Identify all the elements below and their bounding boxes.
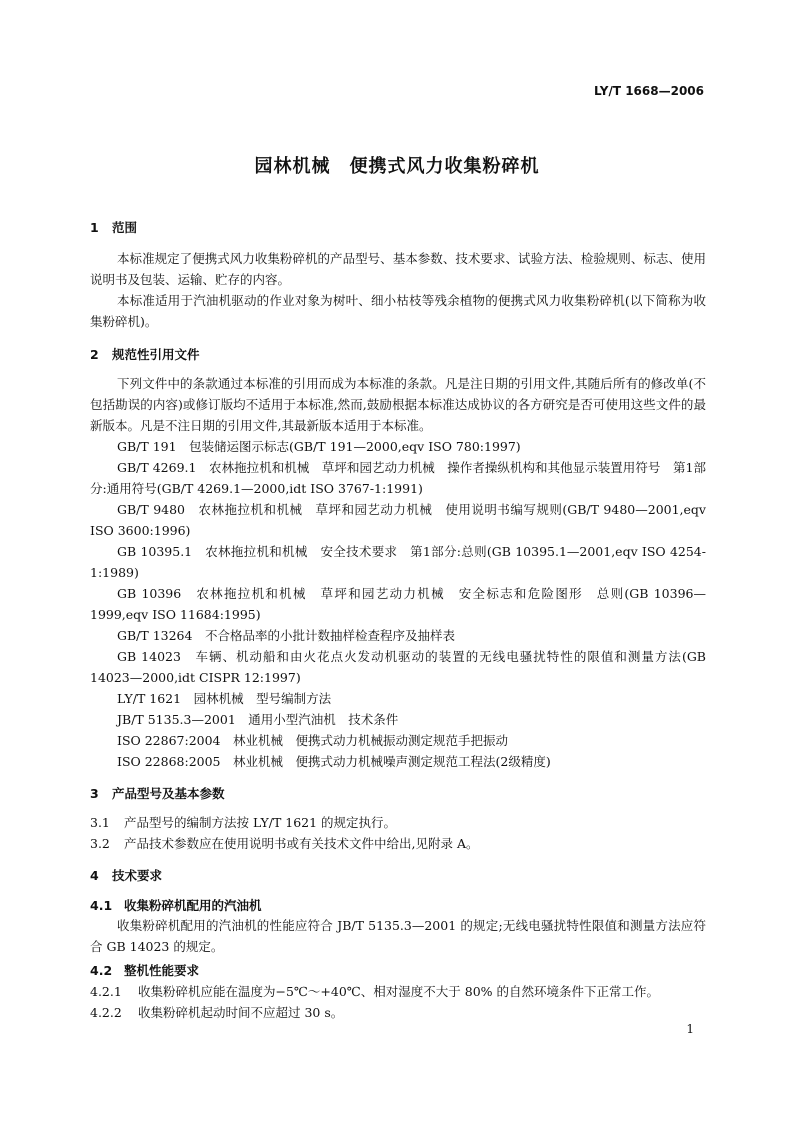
section-4-1-heading: 4.1 收集粉碎机配用的汽油机 bbox=[90, 898, 262, 913]
reference-item: GB 10395.1 农林拖拉机和机械 安全技术要求 第1部分:总则(GB 10395.1—2001,eqv ISO 4254-1:1989) bbox=[90, 544, 706, 580]
section-3-heading: 3 产品型号及基本参数 bbox=[90, 786, 225, 801]
clause-4-2-2: 4.2.2 收集粉碎机起动时间不应超过 30 s。 bbox=[90, 1005, 344, 1020]
section-2-heading: 2 规范性引用文件 bbox=[90, 347, 200, 362]
reference-item: GB 14023 车辆、机动船和由火花点火发动机驱动的装置的无线电骚扰特性的限值和测量方法(GB 14023—2000,idt CISPR 12:1997) bbox=[90, 649, 706, 685]
section-4-1-paragraph: 收集粉碎机配用的汽油机的性能应符合 JB/T 5135.3—2001 的规定;无线电骚扰特性限值和测量方法应符合 GB 14023 的规定。 bbox=[90, 918, 706, 954]
clause-4-2-1: 4.2.1 收集粉碎机应能在温度为−5℃～+40℃、相对湿度不大于 80% 的自然环境条件下正常工作。 bbox=[90, 984, 660, 999]
reference-item: GB/T 9480 农林拖拉机和机械 草坪和园艺动力机械 使用说明书编写规则(GB/T 9480—2001,eqv ISO 3600:1996) bbox=[90, 502, 706, 538]
section-1-heading: 1 范围 bbox=[90, 220, 138, 235]
clause-3-2: 3.2 产品技术参数应在使用说明书或有关技术文件中给出,见附录 A。 bbox=[90, 836, 479, 851]
scope-paragraph-2: 本标准适用于汽油机驱动的作业对象为树叶、细小枯枝等残余植物的便携式风力收集粉碎机(以下简称为收集粉碎机)。 bbox=[90, 293, 706, 329]
reference-item: GB/T 4269.1 农林拖拉机和机械 草坪和园艺动力机械 操作者操纵机构和其他显示装置用符号 第1部分:通用符号(GB/T 4269.1—2000,idt ISO 3767-1:1991) bbox=[90, 460, 706, 496]
reference-item: LY/T 1621 园林机械 型号编制方法 bbox=[117, 691, 332, 706]
section-4-2-heading: 4.2 整机性能要求 bbox=[90, 963, 200, 978]
reference-item: GB 10396 农林拖拉机和机械 草坪和园艺动力机械 安全标志和危险图形 总则(GB 10396—1999,eqv ISO 11684:1995) bbox=[90, 586, 706, 622]
page-number: 1 bbox=[686, 1022, 694, 1036]
reference-item: ISO 22867:2004 林业机械 便携式动力机械振动测定规范手把振动 bbox=[117, 733, 509, 748]
document-title: 园林机械 便携式风力收集粉碎机 bbox=[254, 156, 540, 177]
reference-item: GB/T 13264 不合格品率的小批计数抽样检查程序及抽样表 bbox=[117, 628, 455, 643]
reference-item: GB/T 191 包装储运图示标志(GB/T 191—2000,eqv ISO 780:1997) bbox=[117, 439, 521, 454]
reference-item: JB/T 5135.3—2001 通用小型汽油机 技术条件 bbox=[117, 712, 399, 727]
references-intro: 下列文件中的条款通过本标准的引用而成为本标准的条款。凡是注日期的引用文件,其随后所有的修改单(不包括勘误的内容)或修订版均不适用于本标准,然而,鼓励根据本标准达成协议的各方研究是否可使用这些文件的最新版本。凡是不注日期的引用文件,其最新版本适用于本标准。 bbox=[90, 376, 706, 433]
scope-paragraph-1: 本标准规定了便携式风力收集粉碎机的产品型号、基本参数、技术要求、试验方法、检验规则、标志、使用说明书及包装、运输、贮存的内容。 bbox=[90, 251, 706, 287]
section-4-heading: 4 技术要求 bbox=[90, 868, 163, 883]
clause-3-1: 3.1 产品型号的编制方法按 LY/T 1621 的规定执行。 bbox=[90, 815, 397, 830]
standard-code: LY/T 1668—2006 bbox=[593, 84, 704, 98]
reference-item: ISO 22868:2005 林业机械 便携式动力机械噪声测定规范工程法(2级精度) bbox=[117, 754, 551, 769]
